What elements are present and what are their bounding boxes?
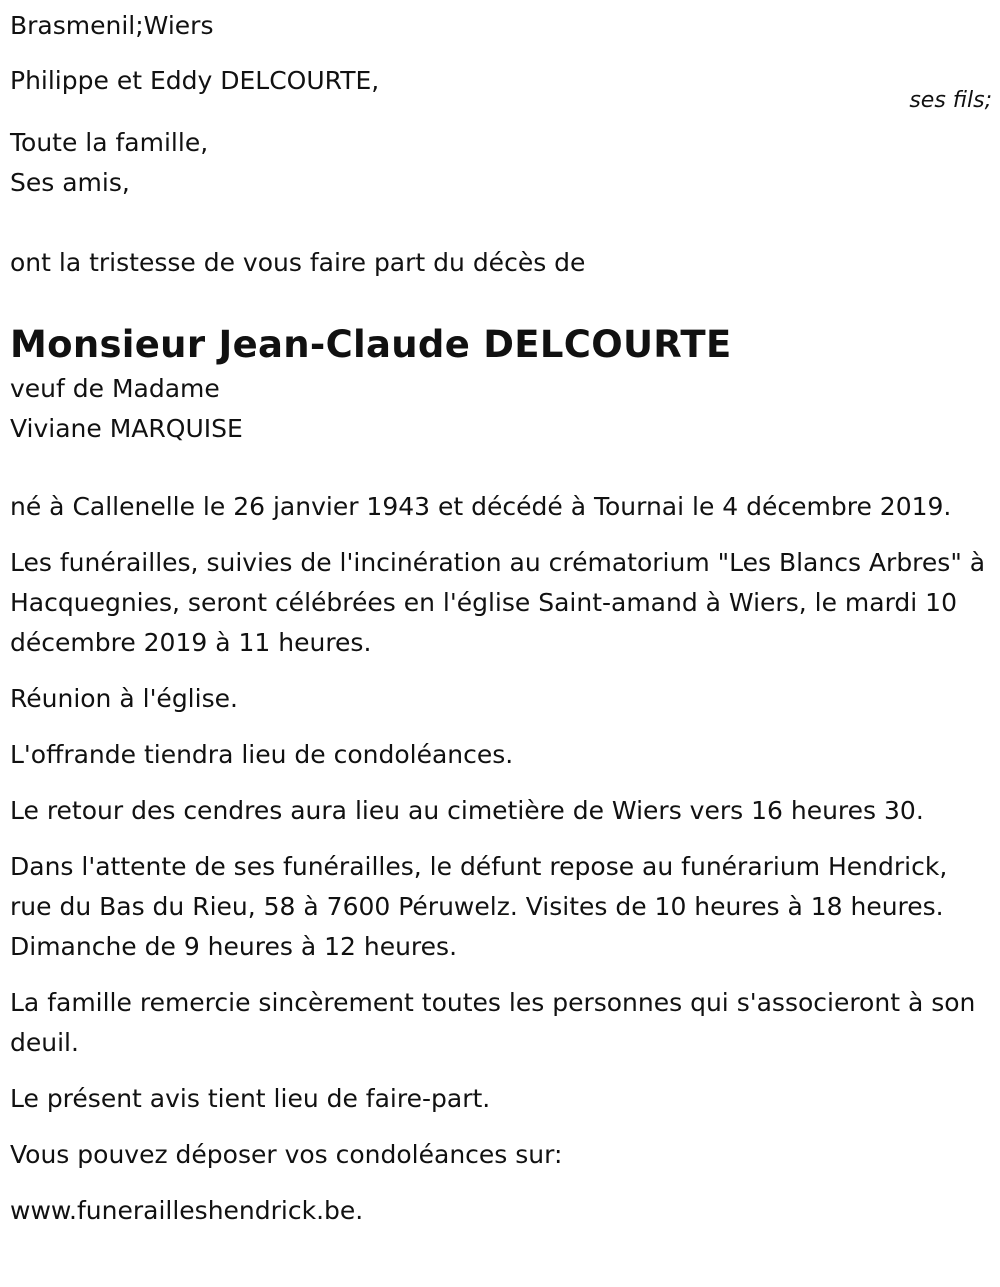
deceased-name: Monsieur Jean-Claude DELCOURTE <box>10 323 732 366</box>
ashes-paragraph: Le retour des cendres aura lieu au cimetière de Wiers vers 16 heures 30. <box>10 796 924 825</box>
sons-names: Philippe et Eddy DELCOURTE, <box>10 66 380 95</box>
announcement: ont la tristesse de vous faire part du décès de <box>10 248 586 277</box>
condolences-intro: Vous pouvez déposer vos condoléances sur: <box>10 1140 563 1169</box>
family-line: Toute la famille, <box>10 128 209 157</box>
funeral-paragraph: Les funérailles, suivies de l'incinération au crématorium "Les Blancs Arbres" à Hacquegnies, seront célébrées en l'église Saint-amand à Wiers, le mardi 10 décembre 2019 à 11 heures. <box>10 548 986 657</box>
spouse-line-2: Viviane MARQUISE <box>10 414 243 443</box>
repose-paragraph: Dans l'attente de ses funérailles, le défunt repose au funérarium Hendrick, rue du Bas du Rieu, 58 à 7600 Péruwelz. Visites de 10 heures à 18 heures. Dimanche de 9 heures à 12 heures. <box>10 852 948 961</box>
meeting-paragraph: Réunion à l'église. <box>10 684 238 713</box>
obituary-notice <box>10 6 990 1231</box>
birth-death-paragraph: né à Callenelle le 26 janvier 1943 et décédé à Tournai le 4 décembre 2019. <box>10 492 952 521</box>
sons-block <box>10 61 992 113</box>
spouse-line-1: veuf de Madame <box>10 374 220 403</box>
notice-note-paragraph: Le présent avis tient lieu de faire-part. <box>10 1084 491 1113</box>
thanks-paragraph: La famille remercie sincèrement toutes les personnes qui s'associeront à son deuil. <box>10 988 976 1057</box>
offering-paragraph: L'offrande tiendra lieu de condoléances. <box>10 740 514 769</box>
sons-role: ses fils; <box>909 88 992 113</box>
website-link[interactable]: www.funerailleshendrick.be. <box>10 1196 364 1225</box>
locality: Brasmenil;Wiers <box>10 11 214 40</box>
friends-line: Ses amis, <box>10 168 130 197</box>
